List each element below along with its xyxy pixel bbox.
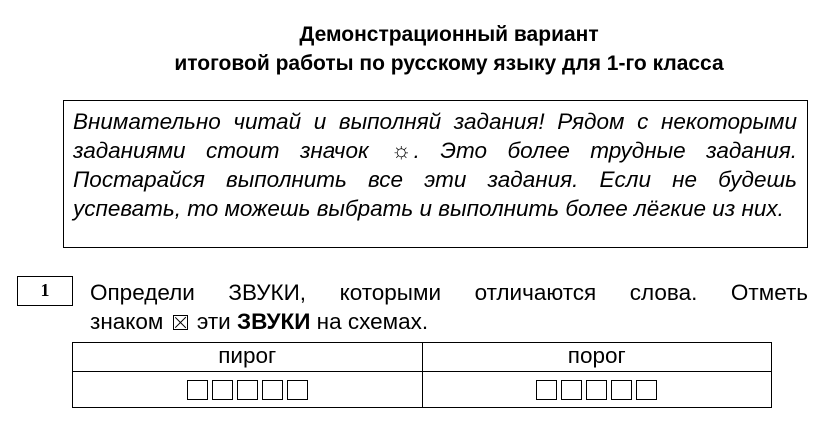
sound-cell[interactable] — [586, 380, 607, 400]
sound-scheme — [423, 372, 772, 407]
sound-cell[interactable] — [237, 380, 258, 400]
word-label: порог — [423, 343, 772, 372]
task-question — [90, 278, 808, 336]
checked-box-icon — [173, 315, 188, 330]
instructions-part-2: . Это более трудные задания. Постарайся выполнить все эти задания. Если не будешь успевать, то можешь выбрать и выполнить более лёгкие из них. — [73, 138, 797, 221]
instructions-part-1: Внимательно читай и выполняй задания! Рядом с некоторыми заданиями стоит значок — [73, 109, 797, 163]
sound-cell[interactable] — [636, 380, 657, 400]
sound-cell[interactable] — [536, 380, 557, 400]
question-text-b: эти — [196, 309, 231, 334]
task-number: 1 — [17, 276, 73, 306]
word-column-1 — [73, 343, 422, 407]
instructions-box — [63, 100, 808, 248]
sun-icon: ☼ — [391, 138, 412, 163]
title-line-2: итоговой работы по русскому языку для 1-го класса — [174, 52, 724, 75]
instructions-text — [73, 107, 797, 223]
title-line-1: Демонстрационный вариант — [299, 23, 599, 46]
sound-scheme — [73, 372, 422, 407]
question-text-a: знаком — [90, 309, 164, 334]
sound-cell[interactable] — [287, 380, 308, 400]
word-column-2 — [422, 343, 772, 407]
question-text-c: на схемах. — [316, 309, 429, 334]
question-line-2 — [90, 307, 808, 336]
sound-cell[interactable] — [611, 380, 632, 400]
word-label: пирог — [73, 343, 422, 372]
word-schemes-table — [72, 342, 772, 408]
sound-cell[interactable] — [187, 380, 208, 400]
question-line-1: Определи ЗВУКИ, которыми отличаются слова. Отметь — [90, 280, 808, 305]
sound-cell[interactable] — [561, 380, 582, 400]
question-bold-word: ЗВУКИ — [237, 309, 311, 334]
document-title — [0, 20, 822, 78]
sound-cell[interactable] — [212, 380, 233, 400]
sound-cell[interactable] — [262, 380, 283, 400]
